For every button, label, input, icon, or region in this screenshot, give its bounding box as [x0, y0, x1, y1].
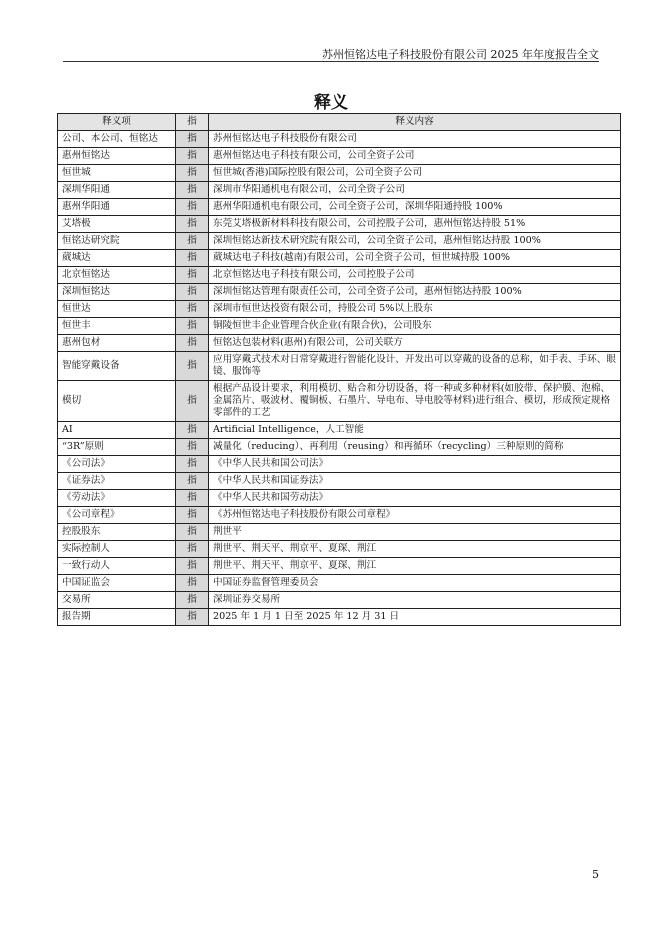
definition-cell: 根据产品设计要求，利用模切、贴合和分切设备，将一种或多种材料(如胶带、保护膜、泡棉、金属箔片、吸波材、覆铜板、石墨片、导电布、导电胶等材料)进行组合、模切，形成预定规格零部件的工艺: [209, 381, 621, 422]
term-cell: 惠州华阳通: [58, 199, 176, 216]
term-cell: 北京恒铭达: [58, 267, 176, 284]
term-cell: 深圳华阳通: [58, 182, 176, 199]
definition-cell: Artificial Intelligence，人工智能: [209, 422, 621, 439]
definition-cell: 《中华人民共和国证券法》: [209, 473, 621, 490]
sep-cell: 指: [176, 165, 209, 182]
table-row: [58, 199, 621, 216]
sep-cell: 指: [176, 381, 209, 422]
table-row: [58, 131, 621, 148]
table-row: [58, 507, 621, 524]
definition-cell: 减量化（reducing）、再利用（reusing）和再循环（recycling）三种原则的简称: [209, 439, 621, 456]
definition-cell: 《中华人民共和国劳动法》: [209, 490, 621, 507]
table-row: [58, 439, 621, 456]
table-row: [58, 233, 621, 250]
sep-cell: 指: [176, 131, 209, 148]
term-cell: 《公司法》: [58, 456, 176, 473]
header-rule: [63, 61, 599, 62]
sep-cell: 指: [176, 507, 209, 524]
definition-cell: 深圳市华阳通机电有限公司，公司全资子公司: [209, 182, 621, 199]
definition-cell: 2025 年 1 月 1 日至 2025 年 12 月 31 日: [209, 609, 621, 626]
term-cell: 恒铭达研究院: [58, 233, 176, 250]
table-header-row: [58, 114, 621, 131]
definition-cell: 荆世平、荆天平、荆京平、夏琛、荆江: [209, 558, 621, 575]
sep-cell: 指: [176, 250, 209, 267]
term-cell: 交易所: [58, 592, 176, 609]
term-cell: 报告期: [58, 609, 176, 626]
page-header: 苏州恒铭达电子科技股份有限公司 2025 年年度报告全文: [322, 48, 599, 61]
table-row: [58, 524, 621, 541]
definition-cell: 《中华人民共和国公司法》: [209, 456, 621, 473]
term-cell: “3R”原则: [58, 439, 176, 456]
definition-cell: 荆世平、荆天平、荆京平、夏琛、荆江: [209, 541, 621, 558]
table-row: [58, 301, 621, 318]
column-header-term: 释义项: [58, 114, 176, 131]
table-row: [58, 216, 621, 233]
table-row: [58, 473, 621, 490]
sep-cell: 指: [176, 233, 209, 250]
table-row: [58, 335, 621, 352]
term-cell: 恒世丰: [58, 318, 176, 335]
term-cell: 公司、本公司、恒铭达: [58, 131, 176, 148]
definition-cell: 铜陵恒世丰企业管理合伙企业(有限合伙)，公司股东: [209, 318, 621, 335]
term-cell: 恒世城: [58, 165, 176, 182]
sep-cell: 指: [176, 558, 209, 575]
sep-cell: 指: [176, 439, 209, 456]
definition-cell: 《苏州恒铭达电子科技股份有限公司章程》: [209, 507, 621, 524]
sep-cell: 指: [176, 335, 209, 352]
table-row: [58, 267, 621, 284]
column-header-sep: 指: [176, 114, 209, 131]
definition-cell: 东莞艾塔极新材料科技有限公司，公司控股子公司，惠州恒铭达持股 51%: [209, 216, 621, 233]
term-cell: 惠州恒铭达: [58, 148, 176, 165]
table-row: [58, 575, 621, 592]
page-number: 5: [592, 868, 599, 881]
definition-cell: 惠州华阳通机电有限公司，公司全资子公司，深圳华阳通持股 100%: [209, 199, 621, 216]
term-cell: 艾塔极: [58, 216, 176, 233]
definition-cell: 深圳证券交易所: [209, 592, 621, 609]
sep-cell: 指: [176, 318, 209, 335]
table-row: [58, 456, 621, 473]
definition-cell: 深圳市恒世达投资有限公司，持股公司 5%以上股东: [209, 301, 621, 318]
term-cell: AI: [58, 422, 176, 439]
definition-cell: 恒铭达包装材料(惠州)有限公司，公司关联方: [209, 335, 621, 352]
definitions-table: [57, 113, 621, 626]
sep-cell: 指: [176, 456, 209, 473]
table-row: [58, 609, 621, 626]
table-body: [58, 131, 621, 626]
sep-cell: 指: [176, 182, 209, 199]
term-cell: 葳城达: [58, 250, 176, 267]
sep-cell: 指: [176, 216, 209, 233]
table-row: [58, 250, 621, 267]
table-row: [58, 541, 621, 558]
table-row: [58, 165, 621, 182]
sep-cell: 指: [176, 541, 209, 558]
sep-cell: 指: [176, 284, 209, 301]
sep-cell: 指: [176, 199, 209, 216]
term-cell: 智能穿戴设备: [58, 352, 176, 381]
sep-cell: 指: [176, 490, 209, 507]
table-row: [58, 148, 621, 165]
term-cell: 惠州包材: [58, 335, 176, 352]
term-cell: 《劳动法》: [58, 490, 176, 507]
table-row: [58, 318, 621, 335]
sep-cell: 指: [176, 148, 209, 165]
table-row: [58, 381, 621, 422]
term-cell: 模切: [58, 381, 176, 422]
definition-cell: 恒世城(香港)国际控股有限公司，公司全资子公司: [209, 165, 621, 182]
definition-cell: 荆世平: [209, 524, 621, 541]
table-row: [58, 558, 621, 575]
term-cell: 《证券法》: [58, 473, 176, 490]
term-cell: 一致行动人: [58, 558, 176, 575]
page-title: 释义: [314, 93, 348, 113]
sep-cell: 指: [176, 524, 209, 541]
definition-cell: 应用穿戴式技术对日常穿戴进行智能化设计、开发出可以穿戴的设备的总称，如手表、手环、眼镜、服饰等: [209, 352, 621, 381]
sep-cell: 指: [176, 422, 209, 439]
term-cell: 《公司章程》: [58, 507, 176, 524]
table-row: [58, 352, 621, 381]
definition-cell: 葳城达电子科技(越南)有限公司，公司全资子公司，恒世城持股 100%: [209, 250, 621, 267]
term-cell: 控股股东: [58, 524, 176, 541]
term-cell: 深圳恒铭达: [58, 284, 176, 301]
table-row: [58, 490, 621, 507]
term-cell: 实际控制人: [58, 541, 176, 558]
definition-cell: 苏州恒铭达电子科技股份有限公司: [209, 131, 621, 148]
sep-cell: 指: [176, 267, 209, 284]
sep-cell: 指: [176, 592, 209, 609]
sep-cell: 指: [176, 609, 209, 626]
definition-cell: 中国证券监督管理委员会: [209, 575, 621, 592]
term-cell: 中国证监会: [58, 575, 176, 592]
table-row: [58, 284, 621, 301]
term-cell: 恒世达: [58, 301, 176, 318]
sep-cell: 指: [176, 301, 209, 318]
definition-cell: 惠州恒铭达电子科技有限公司，公司全资子公司: [209, 148, 621, 165]
sep-cell: 指: [176, 575, 209, 592]
definition-cell: 北京恒铭达电子科技有限公司，公司控股子公司: [209, 267, 621, 284]
table-row: [58, 422, 621, 439]
definition-cell: 深圳恒铭达新技术研究院有限公司，公司全资子公司，惠州恒铭达持股 100%: [209, 233, 621, 250]
table-row: [58, 182, 621, 199]
column-header-definition: 释义内容: [209, 114, 621, 131]
sep-cell: 指: [176, 473, 209, 490]
sep-cell: 指: [176, 352, 209, 381]
table-row: [58, 592, 621, 609]
definition-cell: 深圳恒铭达管理有限责任公司，公司全资子公司，惠州恒铭达持股 100%: [209, 284, 621, 301]
